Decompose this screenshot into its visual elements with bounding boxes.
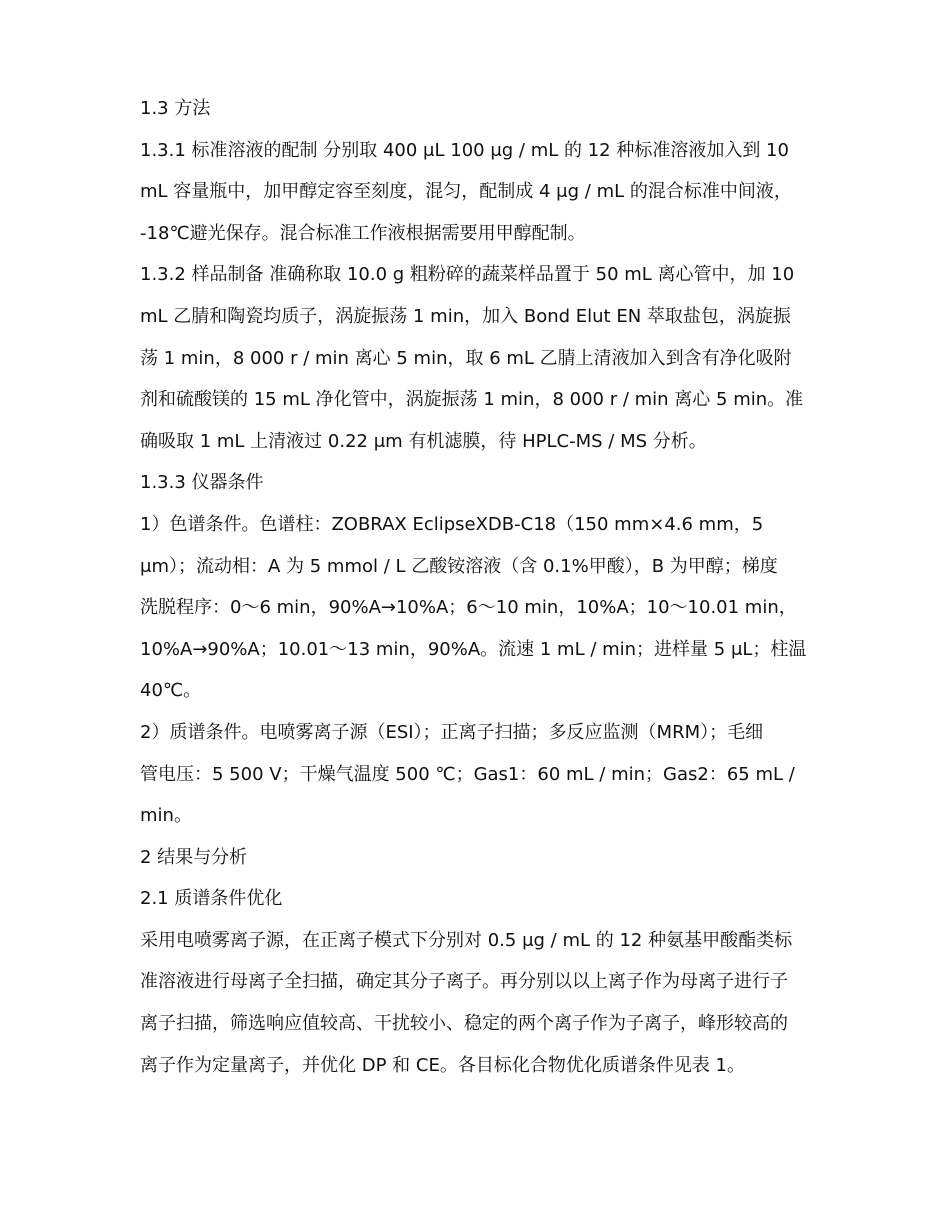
text-line: 管电压：5 500 V；干燥气温度 500 ℃；Gas1：60 mL / min；Gas2：65 mL / [140,763,795,785]
text-line: 1.3.2 样品制备 准确称取 10.0 g 粗粉碎的蔬菜样品置于 50 mL 离心管中，加 10 [140,264,795,286]
text-line: 40℃。 [140,680,202,702]
text-line: 荡 1 min，8 000 r / min 离心 5 min，取 6 mL 乙腈上清液加入到含有净化吸附 [140,347,792,369]
text-line: 确吸取 1 mL 上清液过 0.22 μm 有机滤膜，待 HPLC-MS / MS 分析。 [140,430,707,452]
text-line: 10%A→90%A；10.01～13 min，90%A。流速 1 mL / min；进样量 5 μL；柱温 [140,638,807,660]
section-heading-results [140,837,820,879]
text-line: 离子扫描，筛选响应值较高、干扰较小、稳定的两个离子作为子离子，峰形较高的 [140,1013,788,1035]
text-line: 1.3 方法 [140,98,211,119]
text-line: min。 [140,805,192,827]
paragraph-sample-preparation [140,254,820,462]
text-line: mL 乙腈和陶瓷均质子，涡旋振荡 1 min，加入 Bond Elut EN 萃取盐包，涡旋振 [140,305,791,327]
text-line: μm）；流动相：A 为 5 mmol / L 乙酸铵溶液（含 0.1%甲酸），B 为甲醇；梯度 [140,555,778,577]
text-line: 离子作为定量离子，并优化 DP 和 CE。各目标化合物优化质谱条件见表 1。 [140,1054,745,1076]
text-line: 1）色谱条件。色谱柱：ZOBRAX EclipseXDB-C18（150 mm×4.6 mm，5 [140,513,764,535]
section-heading-methods [140,88,820,130]
paragraph-chromatography-conditions [140,504,820,712]
section-heading-ms-optimization [140,878,820,920]
text-line: 剂和硫酸镁的 15 mL 净化管中，涡旋振荡 1 min，8 000 r / min 离心 5 min。准 [140,389,804,411]
text-line: mL 容量瓶中，加甲醇定容至刻度，混匀，配制成 4 μg / mL 的混合标准中间液， [140,181,792,203]
text-line: 1.3.3 仪器条件 [140,472,264,494]
text-line: 洗脱程序：0～6 min，90%A→10%A；6～10 min，10%A；10～10.01 min， [140,597,797,619]
text-line: 1.3.1 标准溶液的配制 分别取 400 μL 100 μg / mL 的 12 种标准溶液加入到 10 [140,139,789,161]
document-page [140,88,820,1086]
section-heading-instrument-conditions [140,462,820,504]
text-line: 2 结果与分析 [140,846,248,868]
text-line: 准溶液进行母离子全扫描，确定其分子离子。再分别以以上离子作为母离子进行子 [140,971,788,993]
text-line: 采用电喷雾离子源，在正离子模式下分别对 0.5 μg / mL 的 12 种氨基甲酸酯类标 [140,929,793,951]
paragraph-ms-optimization [140,920,820,1086]
text-line: 2.1 质谱条件优化 [140,888,283,910]
text-line: -18℃避光保存。混合标准工作液根据需要用甲醇配制。 [140,222,586,244]
text-line: 2）质谱条件。电喷雾离子源（ESI）；正离子扫描；多反应监测（MRM）；毛细 [140,721,764,743]
paragraph-standard-solution [140,130,820,255]
paragraph-mass-spec-conditions [140,712,820,837]
